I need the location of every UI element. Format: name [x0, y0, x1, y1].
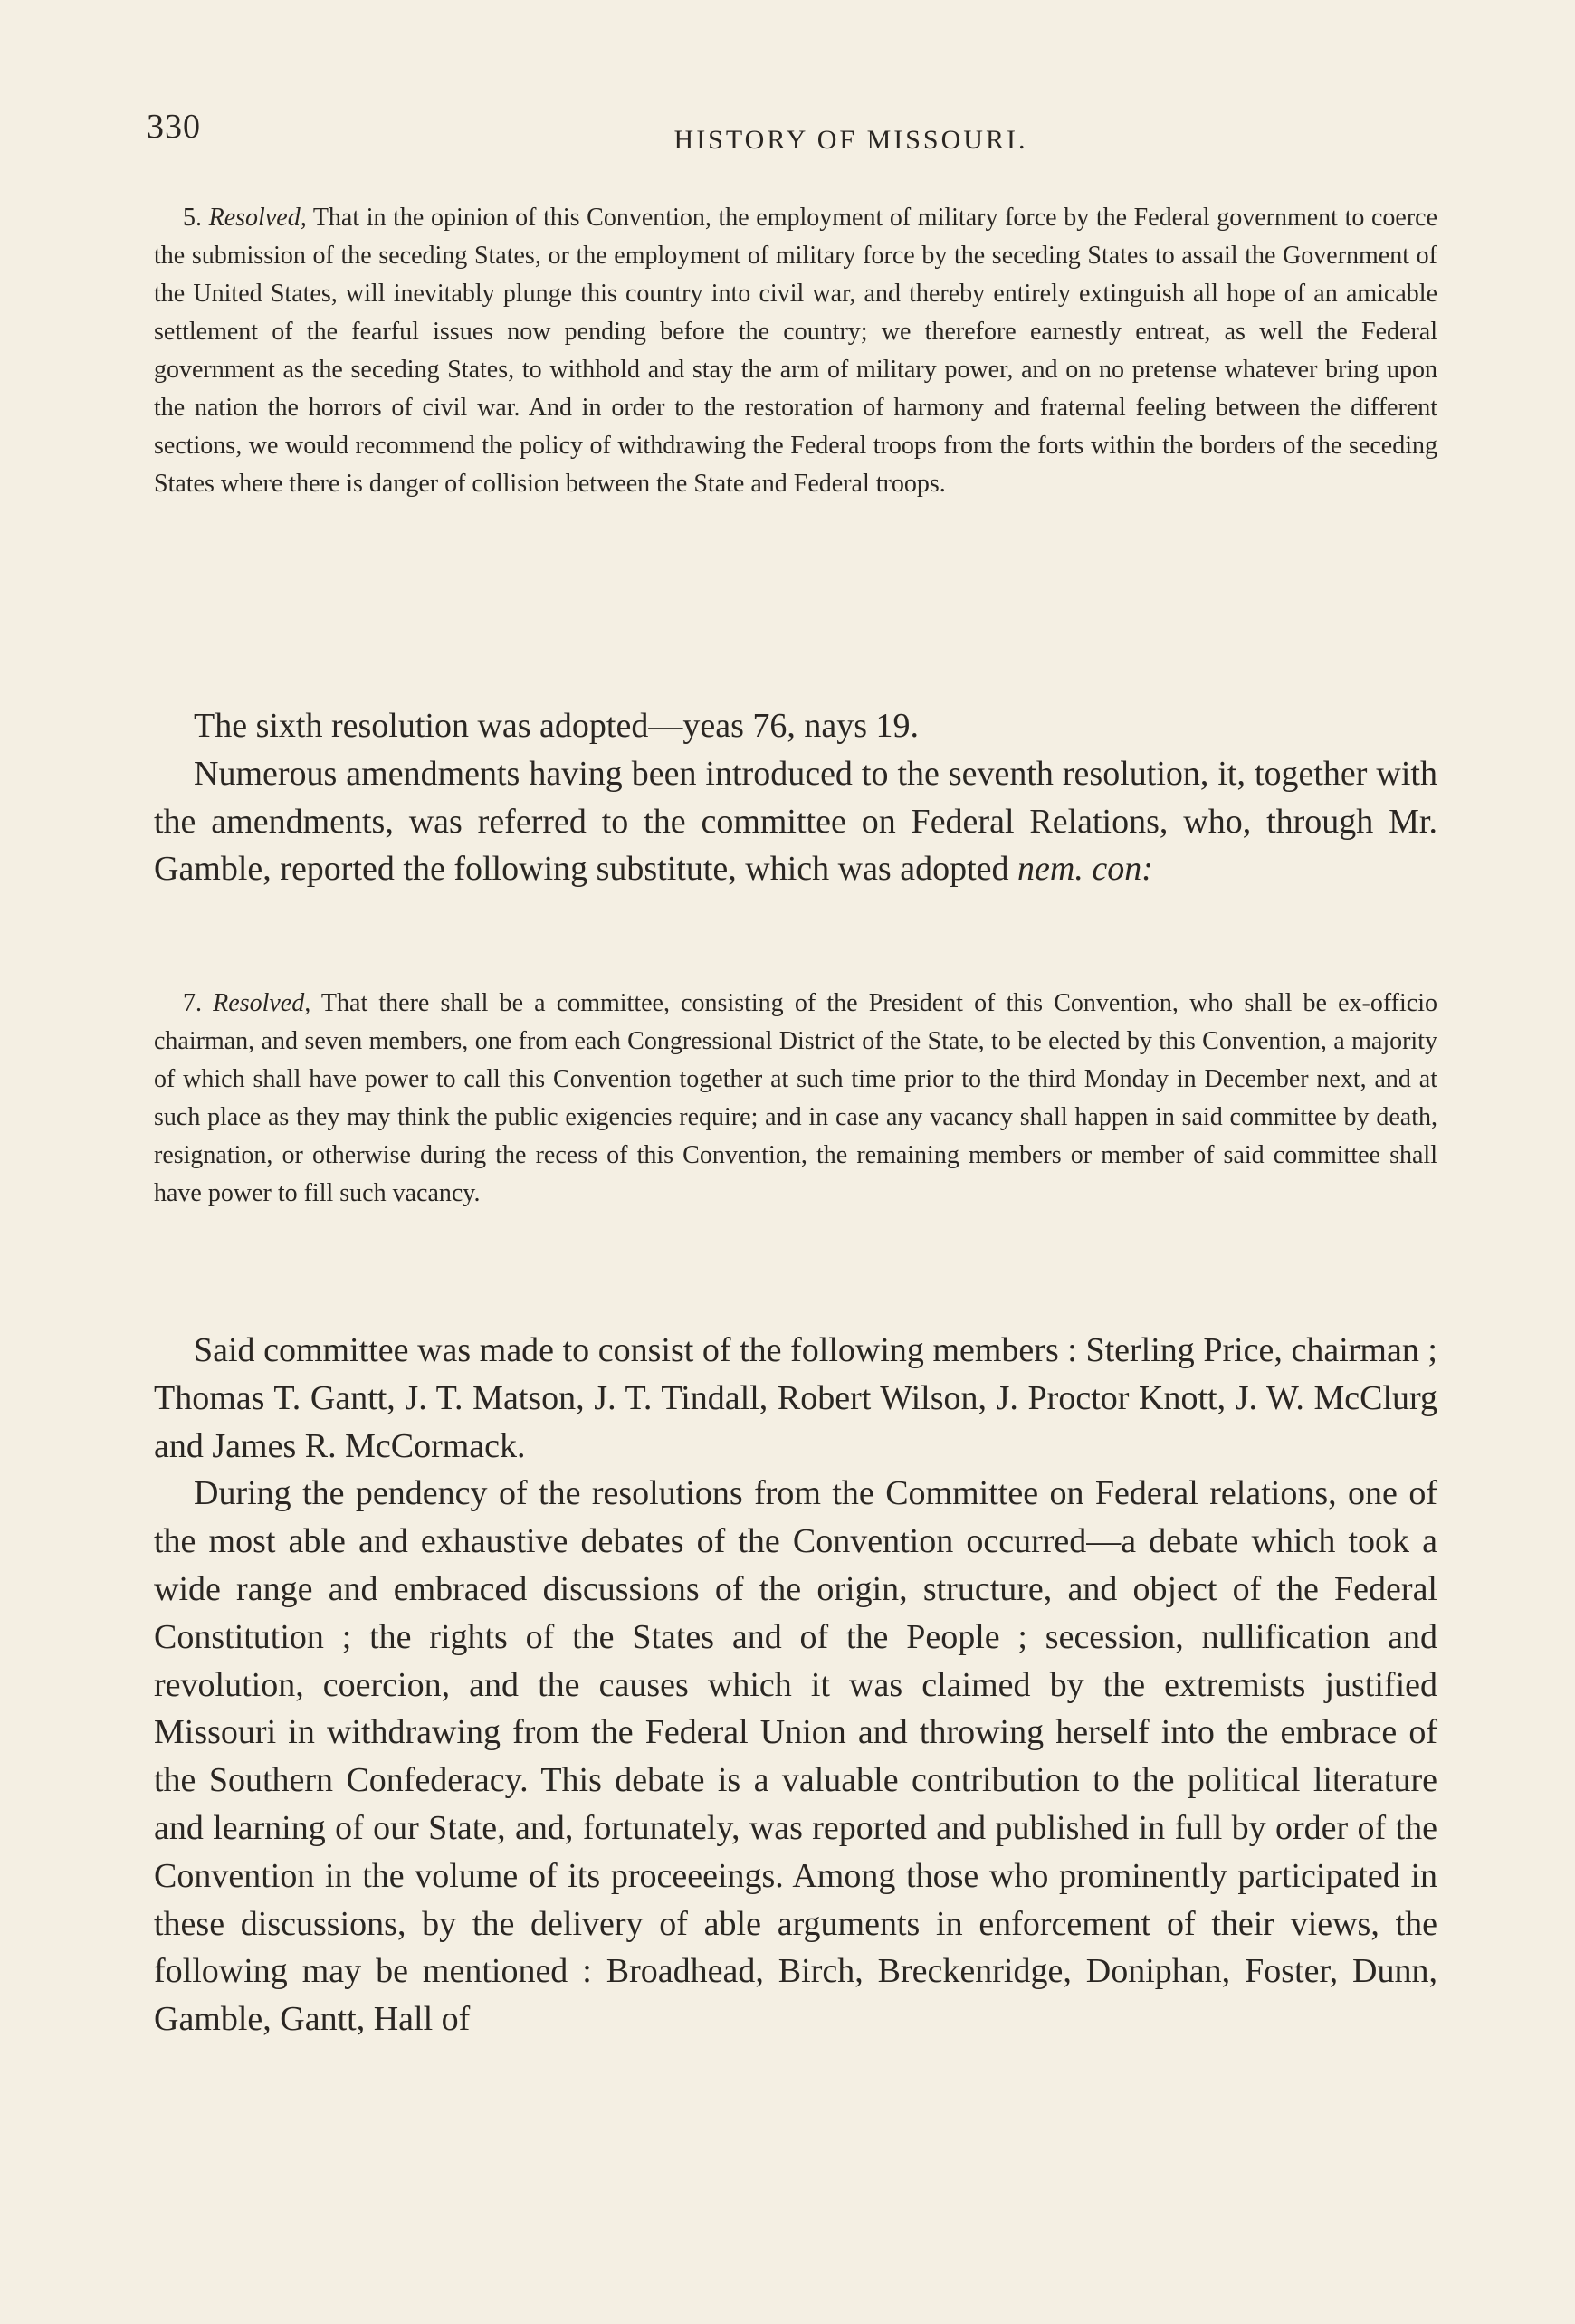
running-title — [0, 125, 1575, 156]
resolution-7-text: That there shall be a committee, consisting of the President of this Convention, who shall be ex-officio chairman, and seven members, one from each Congressional District of the State, to be elected by this Convention, a majority of which shall have power to call this Convention together at such time prior to the third Monday in December next, and at such place as they may think the public exigencies require; and in case any vacancy shall happen in said committee by death, resignation, or otherwise during the recess of this Convention, the remaining members or member of said committee shall have power to fill such vacancy. — [154, 989, 1437, 1207]
paragraph-seventh-text: Numerous amendments having been introduced to the seventh resolution, it, together with the amendments, was referred to the committee on Federal Relations, who, through Mr. Gamble, reported the following substitute, which was adopted — [154, 754, 1437, 889]
resolution-5-text: That in the opinion of this Convention, the employment of military force by the Federal government to coerce the submission of the seceding States, or the employment of military force by the seceding States to assail the Government of the United States, will inevitably plunge this country into civil war, and thereby entirely extinguish all hope of an amicable settlement of the fearful issues now pending before the country; we therefore earnestly entreat, as well the Federal government as the seceding States, to withhold and stay the arm of military power, and on no pretense whatever bring upon the nation the horrors of civil war. And in order to the restoration of harmony and fraternal feeling between the different sections, we would recommend the policy of withdrawing the Federal troops from the forts within the borders of the seceding States where there is danger of collision between the State and Federal troops. — [154, 204, 1438, 498]
body-section-1 — [154, 702, 1437, 893]
resolution-5-label: Resolved, — [208, 204, 307, 232]
resolution-7-label: Resolved, — [213, 989, 311, 1017]
paragraph-committee-members: Said committee was made to consist of the following members : Sterling Price, chairman ; Thomas T. Gantt, J. T. Matson, J. T. Tindall, Robert Wilson, J. Proctor Knott, J. W. McClurg and James R. McCormack. — [154, 1331, 1437, 1465]
body-section-2 — [154, 1327, 1437, 2043]
paragraph-seventh-resolution — [154, 750, 1437, 893]
resolution-7 — [154, 985, 1437, 1213]
paragraph-debate: During the pendency of the resolutions from the Committee on Federal relations, one of the most able and exhaustive debates of the Convention occurred—a debate which took a wide range and embraced discussions of the origin, structure, and object of the Federal Constitution ; the rights of the States and of the People ; secession, nullification and revolution, coercion, and the causes which it was claimed by the extremists justified Missouri in withdrawing from the Federal Union and throwing herself into the embrace of the Southern Confederacy. This debate is a valuable contribution to the political literature and learning of our State, and, fortunately, was reported and published in full by order of the Convention in the volume of its proceeeings. Among those who prominently participated in these discussions, by the delivery of able arguments in enforcement of their views, the following may be mentioned : Broadhead, Birch, Breckenridge, Doniphan, Foster, Dunn, Gamble, Gantt, Hall of — [154, 1474, 1437, 2039]
running-title-text: HISTORY OF MISSOURI. — [673, 125, 1028, 155]
resolution-5-number: 5. — [183, 204, 202, 232]
resolution-7-number: 7. — [183, 989, 202, 1017]
page-number: 330 — [147, 108, 201, 146]
resolution-5 — [154, 199, 1437, 503]
resolution-7-paragraph — [154, 985, 1437, 1213]
paragraph-sixth-resolution: The sixth resolution was adopted—yeas 76, nays 19. — [194, 707, 920, 745]
resolution-5-paragraph — [154, 199, 1437, 503]
paragraph-seventh-italic: nem. con: — [1017, 850, 1153, 889]
